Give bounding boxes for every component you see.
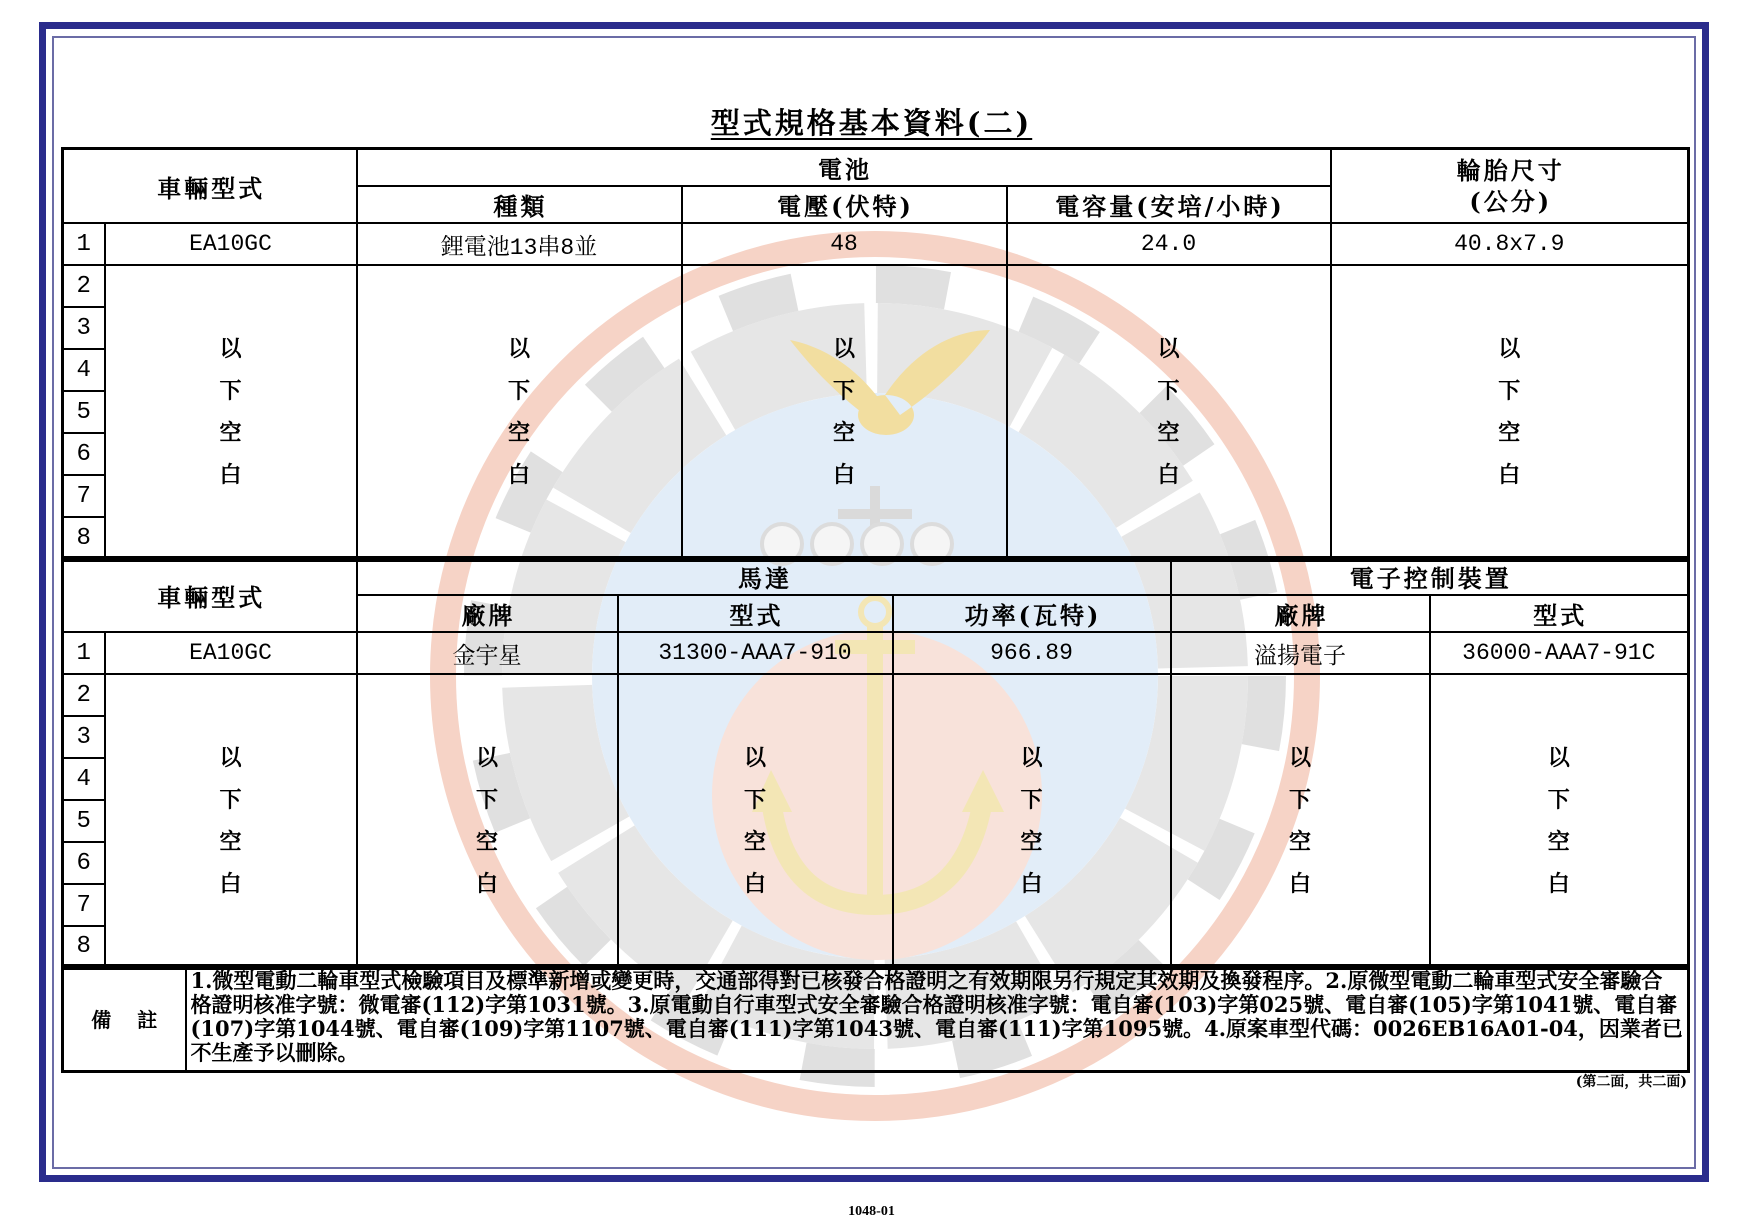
vehicle-model-header: 車輛型式: [63, 149, 357, 224]
blank-char: 以: [1020, 744, 1043, 771]
row-number-1: 1: [63, 223, 105, 265]
blank-char: 白: [219, 462, 242, 489]
voltage-cell: 48: [682, 223, 1007, 265]
blank-char: 以: [475, 744, 498, 771]
blank-char: 白: [743, 870, 766, 897]
motor-model-header: 型式: [618, 595, 893, 632]
blank-char: 以: [219, 744, 242, 771]
row-number-5: 5: [63, 800, 105, 842]
blank-char: 以: [507, 336, 530, 363]
ecu-brand-header: 廠牌: [1171, 595, 1430, 632]
table-header-row: [63, 149, 1689, 187]
motor-model-cell: 31300-AAA7-910: [618, 632, 893, 674]
motor-brand-cell: 金宇星: [357, 632, 618, 674]
document-title-text: 型式規格基本資料(二): [710, 106, 1033, 140]
row-number-3: 3: [63, 307, 105, 349]
row-number-2: 2: [63, 265, 105, 307]
ecu-model-header: 型式: [1430, 595, 1689, 632]
row-number-2: 2: [63, 674, 105, 716]
ecu-model-cell: 36000-AAA7-91C: [1430, 632, 1689, 674]
blank-char: 空: [1498, 420, 1521, 447]
blank-char: 白: [1498, 462, 1521, 489]
tire-size-header-unit: (公分): [1469, 187, 1553, 216]
blank-marker-battery-type: [357, 265, 682, 560]
blank-char: 白: [1020, 870, 1043, 897]
blank-marker-voltage: [682, 265, 1007, 560]
blank-char: 下: [832, 378, 855, 405]
blank-char: 以: [1157, 336, 1180, 363]
blank-char: 空: [219, 828, 242, 855]
blank-char: 下: [219, 786, 242, 813]
row-number-6: 6: [63, 842, 105, 884]
row-number-3: 3: [63, 716, 105, 758]
battery-header: 電池: [357, 149, 1331, 187]
tire-size-cell: 40.8x7.9: [1331, 223, 1689, 265]
blank-char: 空: [1289, 828, 1312, 855]
blank-marker-vehicle-model: [105, 674, 357, 968]
blank-char: 空: [743, 828, 766, 855]
blank-char: 下: [475, 786, 498, 813]
blank-char: 空: [1157, 420, 1180, 447]
motor-header: 馬達: [357, 558, 1171, 596]
vehicle-model-cell: EA10GC: [105, 223, 357, 265]
row-number-4: 4: [63, 758, 105, 800]
blank-char: 白: [219, 870, 242, 897]
blank-char: 下: [1547, 786, 1570, 813]
row-number-1: 1: [63, 632, 105, 674]
remarks-label: 備註: [63, 966, 186, 1072]
blank-char: 空: [219, 420, 242, 447]
blank-marker-vehicle-model: [105, 265, 357, 560]
blank-char: 以: [1547, 744, 1570, 771]
motor-ecu-spec-table: [61, 556, 1690, 970]
blank-char: 以: [832, 336, 855, 363]
blank-char: 白: [1289, 870, 1312, 897]
table-row: [63, 674, 1689, 716]
motor-power-header: 功率(瓦特): [893, 595, 1171, 632]
capacity-header: 電容量(安培/小時): [1007, 186, 1331, 223]
table-header-row: [63, 558, 1689, 596]
blank-marker-ecu-brand: [1171, 674, 1430, 968]
blank-marker-motor-power: [893, 674, 1171, 968]
blank-char: 下: [1289, 786, 1312, 813]
remarks-row: [63, 966, 1689, 1072]
row-number-6: 6: [63, 433, 105, 475]
motor-brand-header: 廠牌: [357, 595, 618, 632]
blank-char: 空: [475, 828, 498, 855]
blank-marker-ecu-model: [1430, 674, 1689, 968]
blank-char: 下: [1498, 378, 1521, 405]
blank-char: 下: [1020, 786, 1043, 813]
blank-char: 空: [1020, 828, 1043, 855]
blank-marker-motor-model: [618, 674, 893, 968]
blank-marker-tire-size: [1331, 265, 1689, 560]
remarks-cell: [186, 966, 1689, 1072]
capacity-cell: 24.0: [1007, 223, 1331, 265]
blank-char: 白: [475, 870, 498, 897]
row-number-4: 4: [63, 349, 105, 391]
blank-char: 以: [743, 744, 766, 771]
blank-char: 空: [1547, 828, 1570, 855]
blank-char: 以: [219, 336, 242, 363]
blank-char: 下: [507, 378, 530, 405]
row-number-7: 7: [63, 884, 105, 926]
blank-char: 空: [507, 420, 530, 447]
blank-char: 空: [832, 420, 855, 447]
tire-size-header-label: 輪胎尺寸: [1456, 156, 1565, 185]
voltage-header: 電壓(伏特): [682, 186, 1007, 223]
ecu-header: 電子控制裝置: [1171, 558, 1689, 596]
row-number-5: 5: [63, 391, 105, 433]
ecu-brand-cell: 溢揚電子: [1171, 632, 1430, 674]
blank-char: 白: [1547, 870, 1570, 897]
row-number-8: 8: [63, 517, 105, 560]
page-indicator: (第二面，共二面): [1575, 1074, 1687, 1090]
blank-char: 下: [1157, 378, 1180, 405]
blank-char: 白: [832, 462, 855, 489]
battery-spec-table: [61, 147, 1690, 562]
battery-type-header: 種類: [357, 186, 682, 223]
blank-char: 以: [1498, 336, 1521, 363]
table-row: [63, 223, 1689, 265]
row-number-8: 8: [63, 926, 105, 968]
motor-power-cell: 966.89: [893, 632, 1171, 674]
blank-char: 白: [1157, 462, 1180, 489]
table-row: [63, 265, 1689, 307]
blank-marker-capacity: [1007, 265, 1331, 560]
blank-char: 以: [1289, 744, 1312, 771]
remarks-table: [61, 964, 1690, 1073]
table-row: [63, 632, 1689, 674]
row-number-7: 7: [63, 475, 105, 517]
blank-marker-motor-brand: [357, 674, 618, 968]
blank-char: 白: [507, 462, 530, 489]
tire-size-header: [1331, 149, 1689, 224]
blank-char: 下: [219, 378, 242, 405]
vehicle-model-header: 車輛型式: [63, 558, 357, 633]
blank-char: 下: [743, 786, 766, 813]
battery-type-cell: 鋰電池13串8並: [357, 223, 682, 265]
vehicle-model-cell: EA10GC: [105, 632, 357, 674]
document-title: [0, 106, 1743, 140]
form-code: 1048-01: [848, 1204, 895, 1219]
remarks-text: 1.微型電動二輪車型式檢驗項目及標準新增或變更時，交通部得對已核發合格證明之有效期限另行規定其效期及換發程序。2.原微型電動二輪車型式安全審驗合格證明核准字號：微電審(112)字第1031號。3.原電動自行車型式安全審驗合格證明核准字號：電自審(103)字第025號、電自審(105)字第1041號、電自審(107)字第1044號、電自審(109)字第1107號、電自審(111)字第1043號、電自審(111)字第1095號。4.原案車型代碼：0026EB16A01-04，因業者已不生產予以刪除。: [190, 969, 1683, 1065]
